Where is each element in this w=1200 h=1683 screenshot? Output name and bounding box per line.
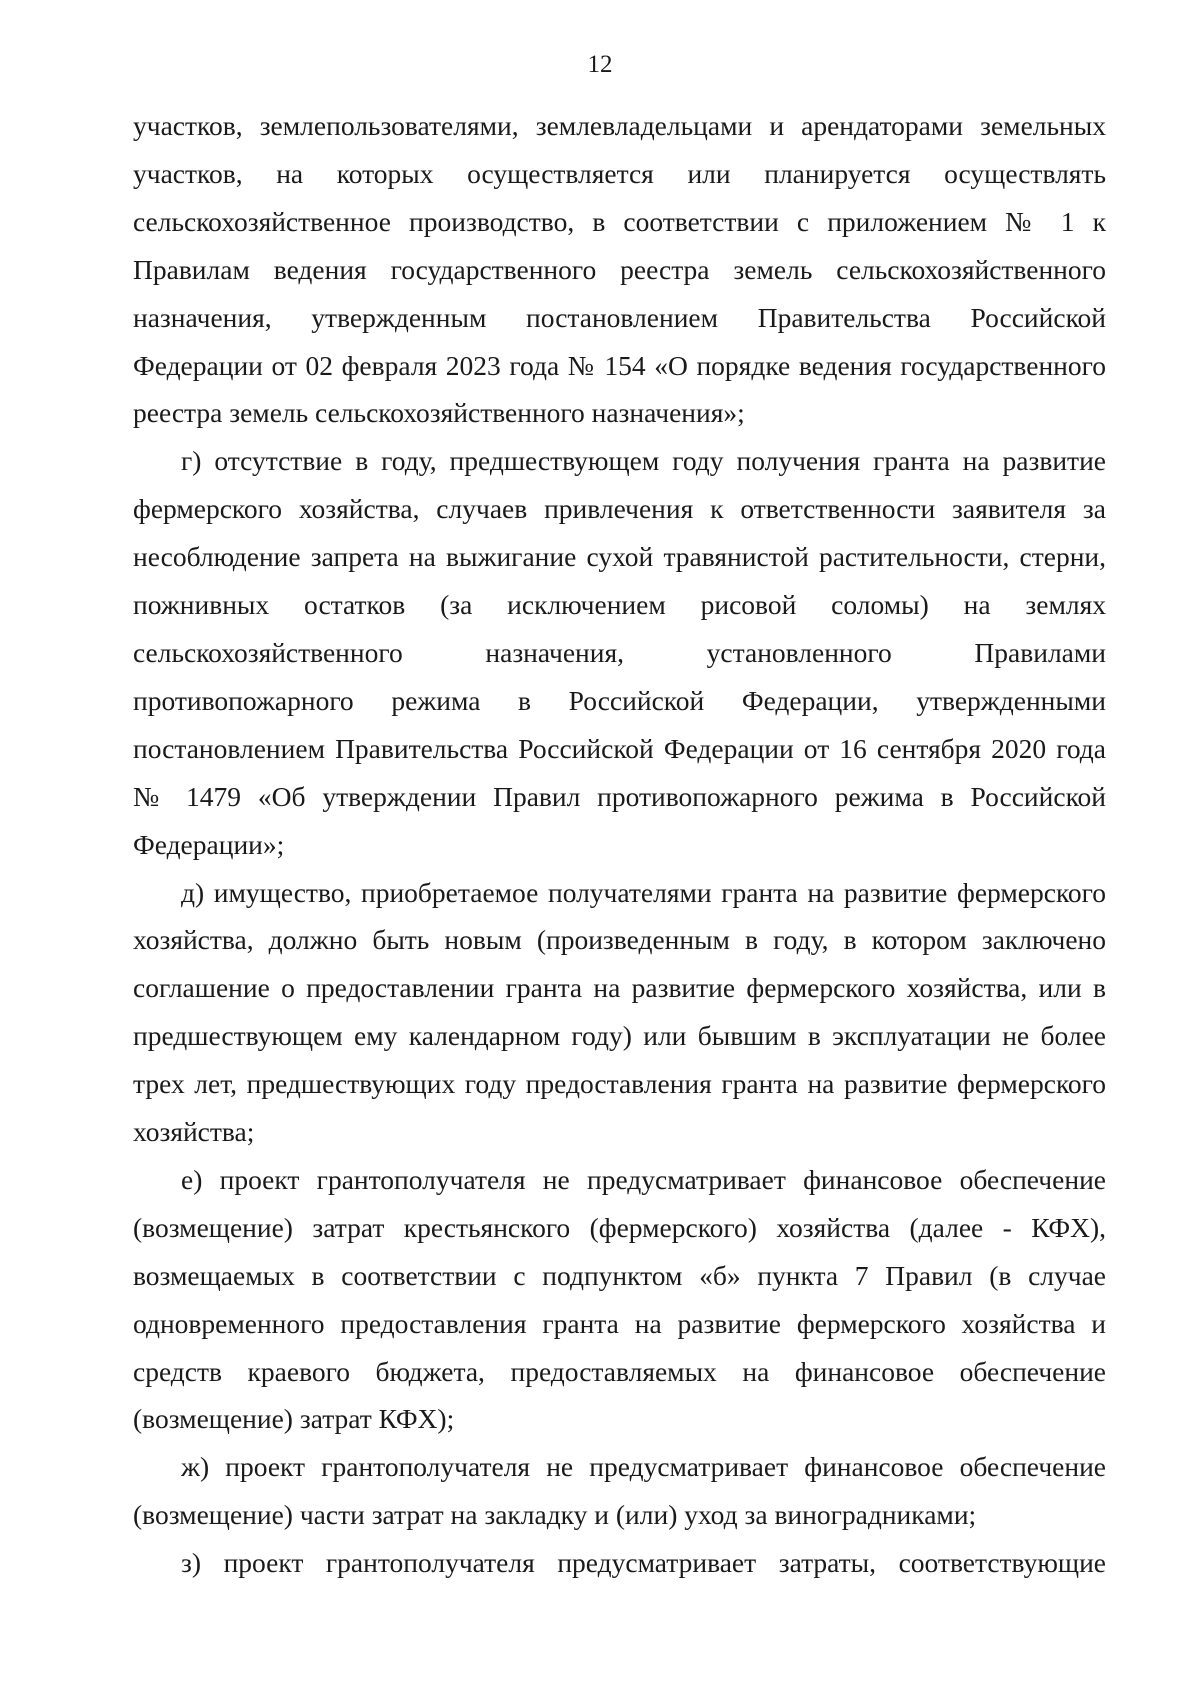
paragraph-item-g: г) отсутствие в году, предшествующем году получения гранта на развитие фермерского хозяйства, случаев привлечения к ответственности заявителя за несоблюдение запрета на выжигание сухой травянистой растительности, стерни, пожнивных остатков (за исключением рисовой соломы) на землях сельскохозяйственного назначения, установленного Правилами противопожарного режима в Российской Федерации, утвержденными постановлением Правительства Российской Федерации от 16 сентября 2020 года № 1479 «Об утверждении Правил противопожарного режима в Российской Федерации»; [133, 445, 1106, 860]
paragraph-item-zh: ж) проект грантополучателя не предусматривает финансовое обеспечение (возмещение) части затрат на закладку и (или) уход за виноградниками; [133, 1451, 1106, 1531]
document-body [133, 102, 1106, 1587]
page-number: 12 [587, 51, 613, 78]
paragraph-item-e: е) проект грантополучателя не предусматривает финансовое обеспечение (возмещение) затрат крестьянского (фермерского) хозяйства (далее - КФХ), возмещаемых в соответствии с подпунктом «б» пункта 7 Правил (в случае одновременного предоставления гранта на развитие фермерского хозяйства и средств краевого бюджета, предоставляемых на финансовое обеспечение (возмещение) затрат КФХ); [133, 1163, 1106, 1435]
paragraph-continuation: участков, землепользователями, землевладельцами и арендаторами земельных участков, на которых осуществляется или планируется осуществлять сельскохозяйственное производство, в соответствии с приложением № 1 к Правилам ведения государственного реестра земель сельскохозяйственного назначения, утвержденным постановлением Правительства Российской Федерации от 02 февраля 2023 года № 154 «О порядке ведения государственного реестра земель сельскохозяйственного назначения»; [133, 110, 1106, 429]
paragraph-item-d: д) имущество, приобретаемое получателями гранта на развитие фермерского хозяйства, должно быть новым (произведенным в году, в котором заключено соглашение о предоставлении гранта на развитие фермерского хозяйства, или в предшествующем ему календарном году) или бывшим в эксплуатации не более трех лет, предшествующих году предоставления гранта на развитие фермерского хозяйства; [133, 876, 1106, 1148]
paragraph-item-z: з) проект грантополучателя предусматривает затраты, соответствующие [181, 1547, 1106, 1579]
